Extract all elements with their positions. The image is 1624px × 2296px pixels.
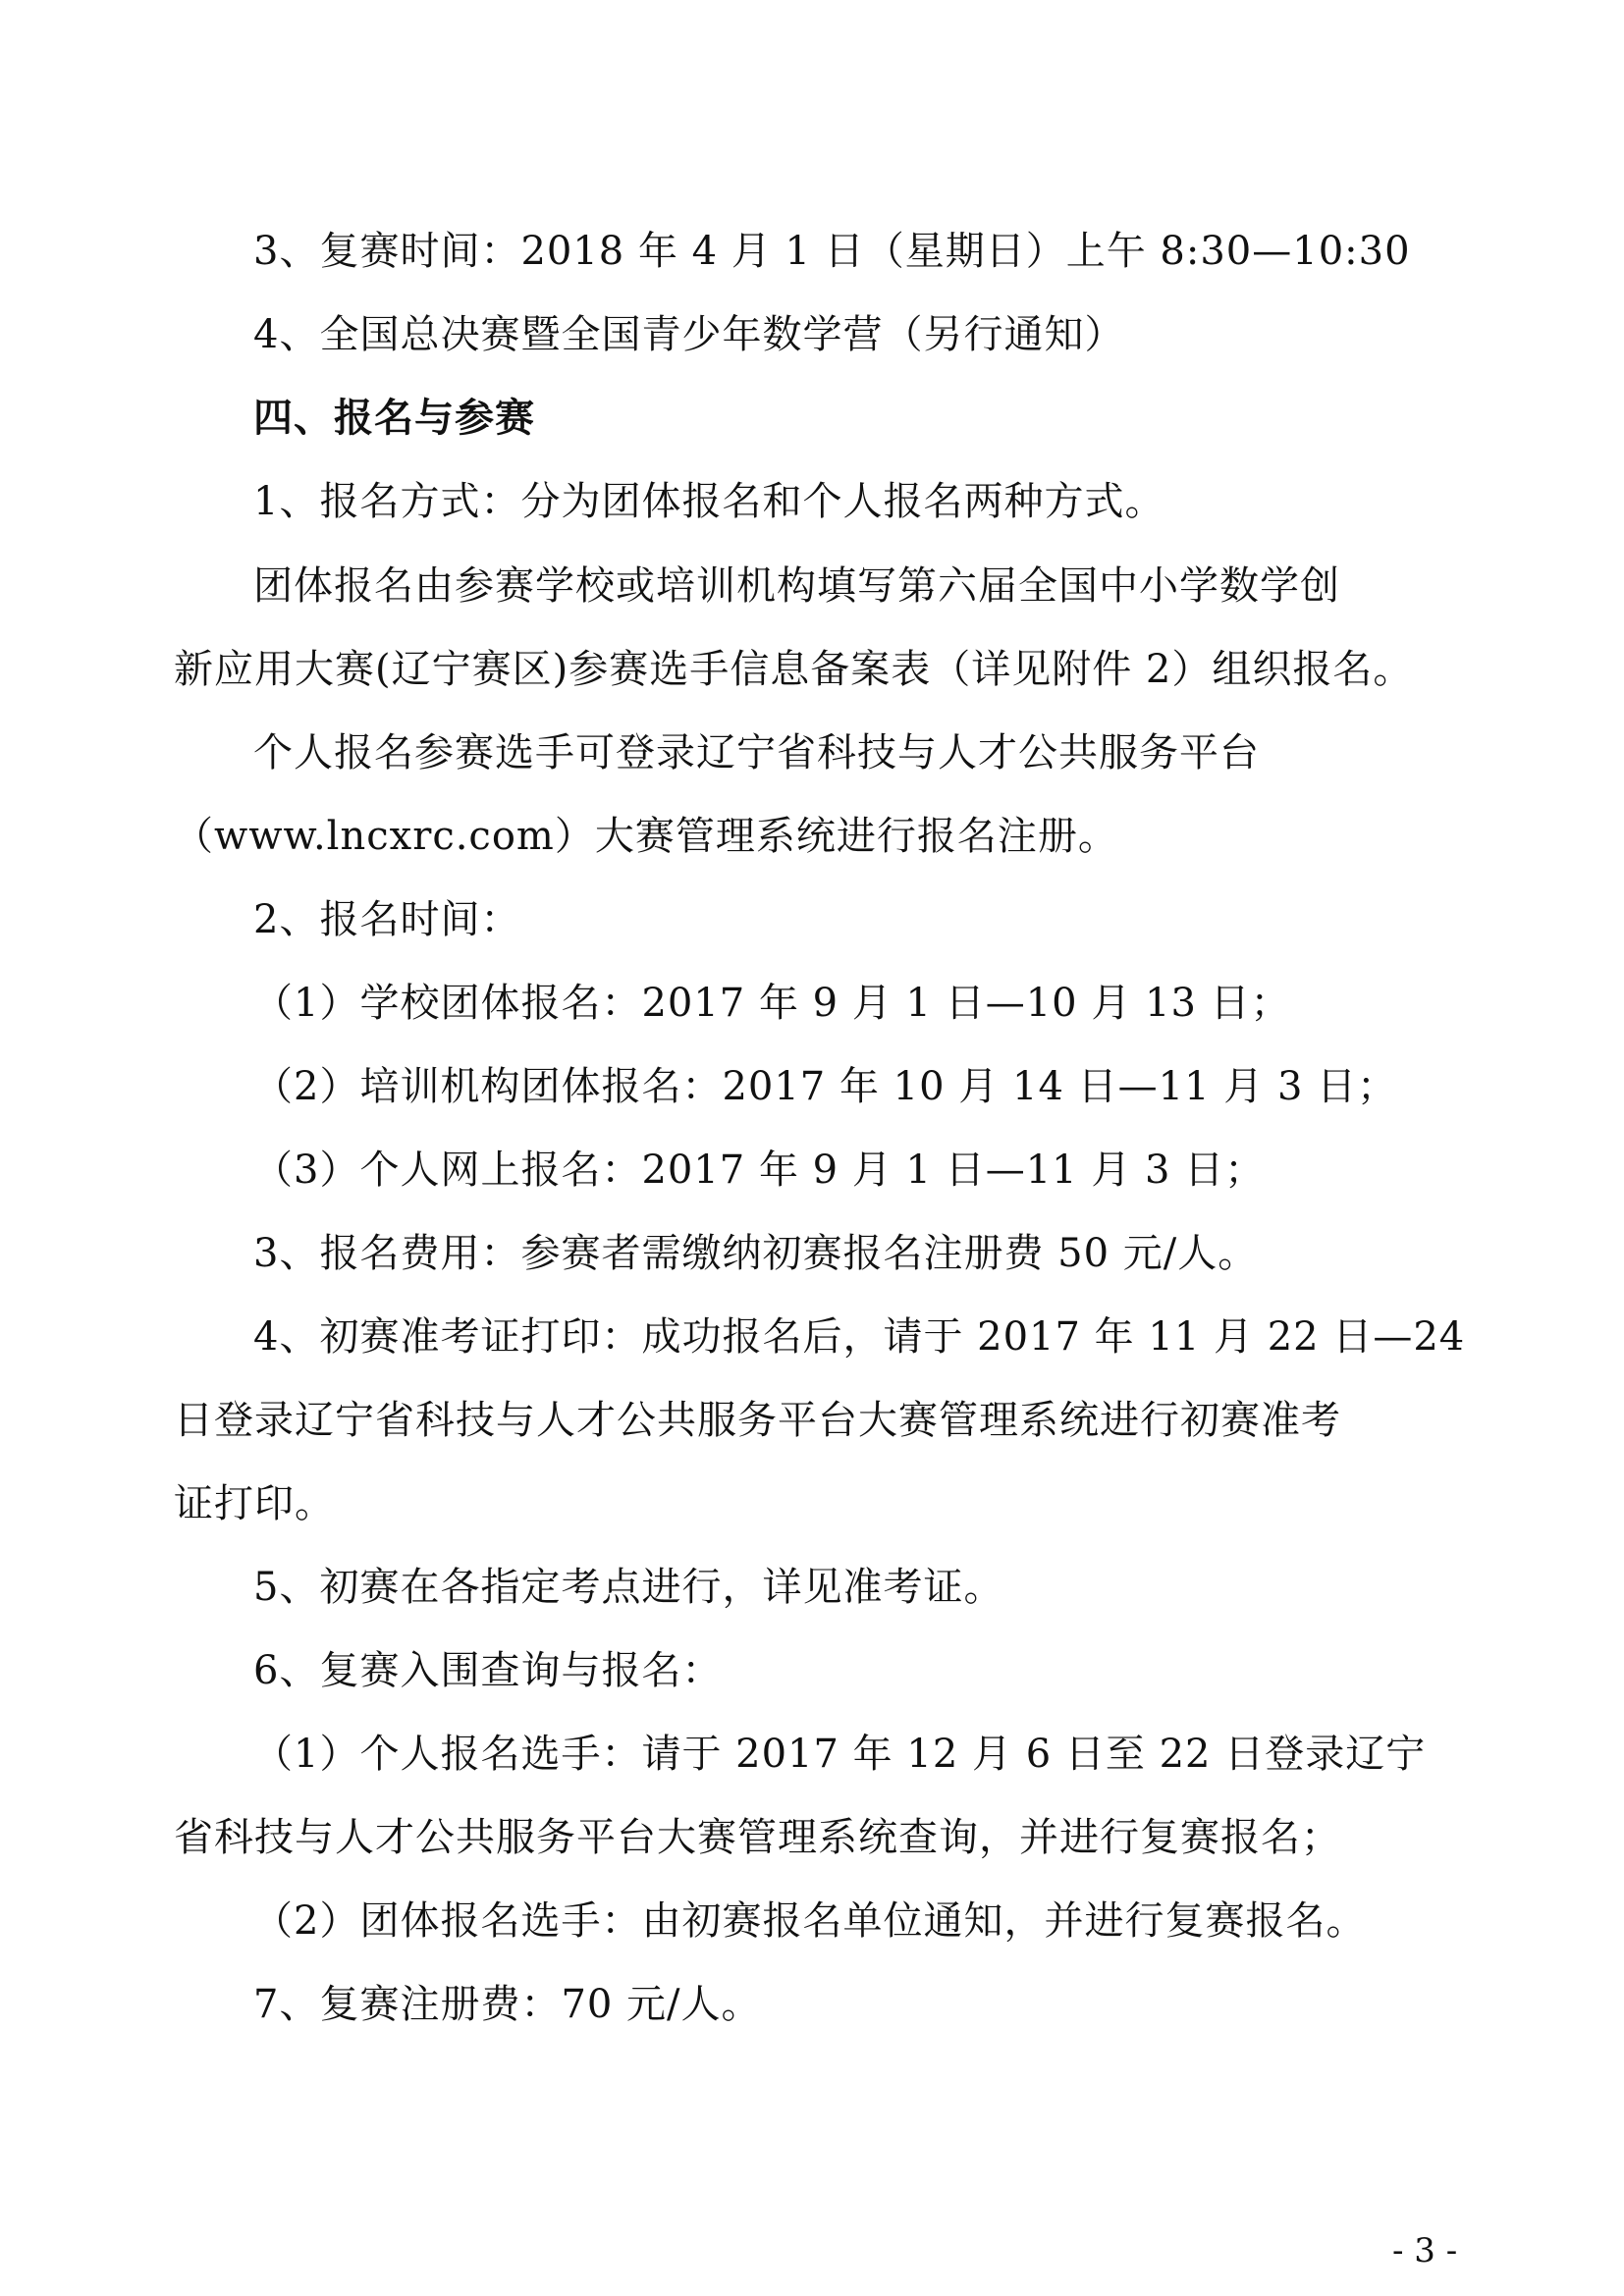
text-line: 4、全国总决赛暨全国青少年数学营（另行通知） xyxy=(253,312,1125,357)
text-line: 7、复赛注册费：70 元/人。 xyxy=(253,1982,762,2027)
section-heading: 四、报名与参赛 xyxy=(253,395,535,441)
list-item: （2）培训机构团体报名：2017 年 10 月 14 日—11 月 3 日； xyxy=(253,1064,1398,1109)
text-line: （www.lncxrc.com）大赛管理系统进行报名注册。 xyxy=(174,814,1118,859)
text-line: 5、初赛在各指定考点进行，详见准考证。 xyxy=(253,1565,1004,1610)
text-line: 省科技与人才公共服务平台大赛管理系统查询，并进行复赛报名； xyxy=(174,1815,1341,1860)
list-item: （2）团体报名选手：由初赛报名单位通知，并进行复赛报名。 xyxy=(253,1898,1367,1944)
text-line: 日登录辽宁省科技与人才公共服务平台大赛管理系统进行初赛准考 xyxy=(174,1398,1341,1443)
text-line: 4、初赛准考证打印：成功报名后，请于 2017 年 11 月 22 日—24 xyxy=(253,1314,1466,1360)
text-line: 6、复赛入围查询与报名： xyxy=(253,1648,723,1693)
text-line: 个人报名参赛选手可登录辽宁省科技与人才公共服务平台 xyxy=(253,730,1260,775)
text-line: 新应用大赛(辽宁赛区)参赛选手信息备案表（详见附件 2）组织报名。 xyxy=(174,647,1414,692)
text-line: 证打印。 xyxy=(174,1481,335,1526)
list-item: （3）个人网上报名：2017 年 9 月 1 日—11 月 3 日； xyxy=(253,1148,1266,1193)
text-line: 团体报名由参赛学校或培训机构填写第六届全国中小学数学创 xyxy=(253,563,1340,609)
text-line: 1、报名方式：分为团体报名和个人报名两种方式。 xyxy=(253,479,1165,524)
text-line: 2、报名时间： xyxy=(253,897,521,942)
page-number: - 3 - xyxy=(1392,2231,1458,2270)
list-item: （1）学校团体报名：2017 年 9 月 1 日—10 月 13 日； xyxy=(253,981,1291,1026)
text-line: 3、报名费用：参赛者需缴纳初赛报名注册费 50 元/人。 xyxy=(253,1231,1259,1276)
list-item: （1）个人报名选手：请于 2017 年 12 月 6 日至 22 日登录辽宁 xyxy=(253,1732,1427,1777)
text-line: 3、复赛时间：2018 年 4 月 1 日（星期日）上午 8:30—10:30 xyxy=(253,229,1411,274)
